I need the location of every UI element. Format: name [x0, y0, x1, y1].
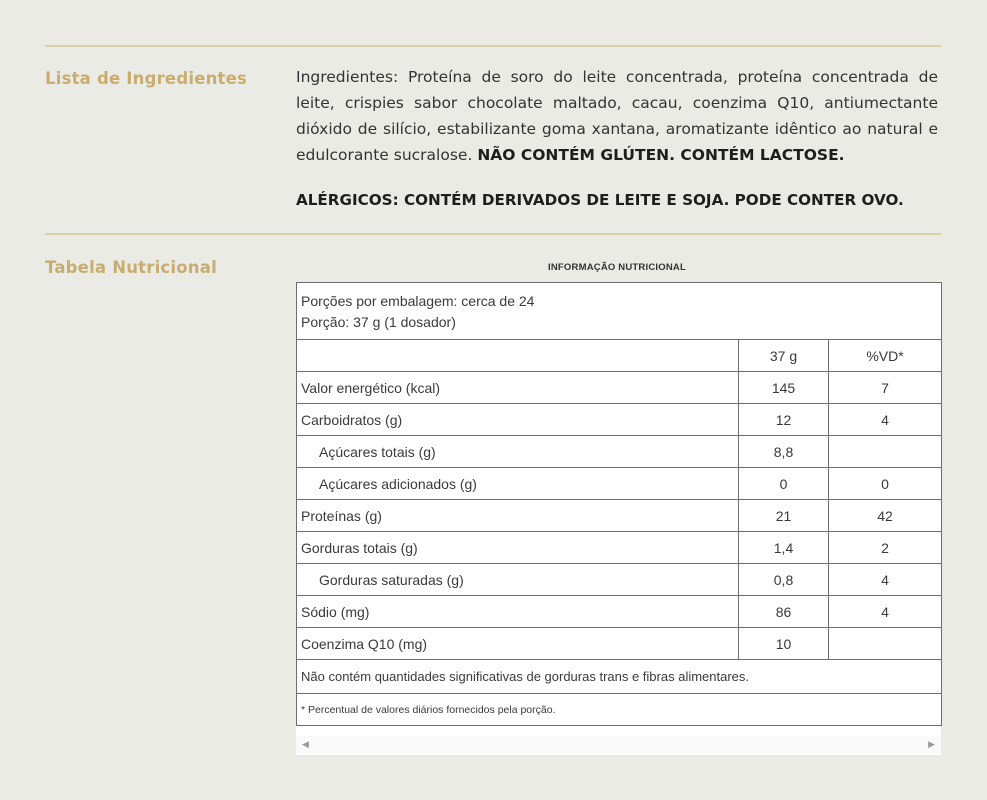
nutrient-amount: 1,4 [739, 532, 829, 564]
ingredients-section-label: Lista de Ingredientes [45, 69, 248, 88]
serving-info-row [297, 283, 942, 340]
nutrient-dv: 42 [829, 500, 942, 532]
nutrient-name: Sódio (mg) [297, 596, 739, 628]
header-cell-nutrient [297, 340, 739, 372]
nutrient-dv: 0 [829, 468, 942, 500]
allergens-warning: ALÉRGICOS: CONTÉM DERIVADOS DE LEITE E SOJA. PODE CONTER OVO. [296, 191, 904, 209]
divider-top [45, 45, 941, 47]
footnote-row [297, 694, 942, 726]
nutrient-amount: 10 [739, 628, 829, 660]
nutrient-amount: 86 [739, 596, 829, 628]
table-row [297, 372, 942, 404]
scroll-left-arrow-icon[interactable]: ◀ [302, 739, 309, 749]
nutrient-name: Valor energético (kcal) [297, 372, 739, 404]
table-header-row [297, 340, 942, 372]
nutrient-amount: 0,8 [739, 564, 829, 596]
ingredients-text: Ingredientes: Proteína de soro do leite concentrada, proteína concentrada de leite, crispies sabor chocolate maltado, cacau, coenzima Q10, antiumectante dióxido de silício, estabilizante goma xantana, aromatizante idêntico ao natural e edulcorante sucralose. [296, 68, 938, 164]
note-row [297, 660, 942, 694]
nutrition-table [296, 282, 942, 726]
gluten-lactose-warning: NÃO CONTÉM GLÚTEN. CONTÉM LACTOSE. [477, 146, 845, 164]
header-cell-dv: %VD* [829, 340, 942, 372]
serving-info-cell [297, 283, 942, 340]
nutrition-table-panel [296, 282, 941, 755]
table-row [297, 436, 942, 468]
trans-fat-fiber-note: Não contém quantidades significativas de gorduras trans e fibras alimentares. [297, 660, 942, 694]
nutrient-name: Gorduras totais (g) [297, 532, 739, 564]
ingredients-text-block [296, 64, 938, 168]
header-cell-amount: 37 g [739, 340, 829, 372]
nutrient-name: Proteínas (g) [297, 500, 739, 532]
nutrient-dv [829, 628, 942, 660]
nutrient-dv: 2 [829, 532, 942, 564]
nutrient-dv: 4 [829, 564, 942, 596]
table-row [297, 404, 942, 436]
serving-size: Porção: 37 g (1 dosador) [301, 314, 456, 330]
servings-per-package: Porções por embalagem: cerca de 24 [301, 293, 535, 309]
divider-middle [45, 233, 941, 235]
nutrition-panel-title: INFORMAÇÃO NUTRICIONAL [548, 262, 686, 273]
nutrient-name: Açúcares totais (g) [297, 436, 739, 468]
nutrient-amount: 8,8 [739, 436, 829, 468]
table-row [297, 532, 942, 564]
scroll-right-arrow-icon[interactable]: ▶ [928, 739, 935, 749]
nutrient-dv: 4 [829, 596, 942, 628]
nutrition-section-label: Tabela Nutricional [45, 258, 217, 277]
nutrient-amount: 12 [739, 404, 829, 436]
nutrient-dv: 7 [829, 372, 942, 404]
nutrient-dv [829, 436, 942, 468]
table-row [297, 468, 942, 500]
nutrient-name: Gorduras saturadas (g) [297, 564, 739, 596]
table-row [297, 628, 942, 660]
nutrient-amount: 21 [739, 500, 829, 532]
table-row [297, 564, 942, 596]
table-row [297, 500, 942, 532]
table-row [297, 596, 942, 628]
nutrient-dv: 4 [829, 404, 942, 436]
nutrient-amount: 145 [739, 372, 829, 404]
nutrient-amount: 0 [739, 468, 829, 500]
horizontal-scrollbar[interactable] [296, 736, 941, 753]
nutrient-name: Coenzima Q10 (mg) [297, 628, 739, 660]
daily-value-footnote: * Percentual de valores diários fornecidos pela porção. [297, 694, 942, 726]
nutrient-name: Carboidratos (g) [297, 404, 739, 436]
nutrient-name: Açúcares adicionados (g) [297, 468, 739, 500]
